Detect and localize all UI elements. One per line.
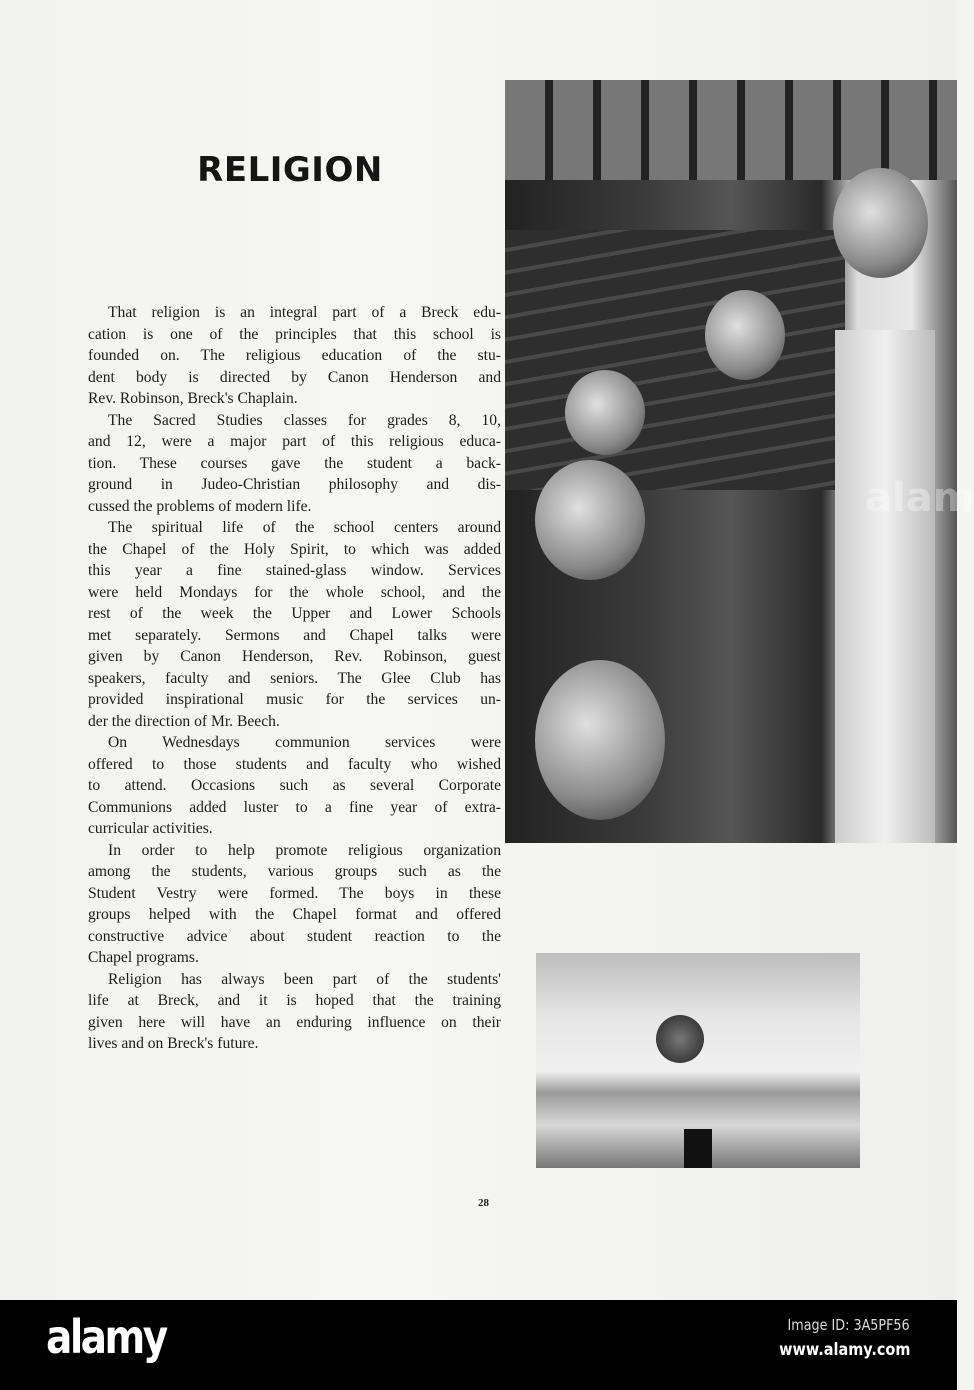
text-line: offered to those students and faculty who wished xyxy=(88,755,501,773)
text-line: lives and on Breck's future. xyxy=(88,1035,259,1052)
image-id: Image ID: 3A5PF56 xyxy=(787,1316,910,1334)
text-line: In order to help promote religious organization xyxy=(108,841,501,859)
text-line: ground in Judeo-Christian philosophy and dis- xyxy=(88,476,501,493)
text-line: life at Breck, and it is hoped that the training xyxy=(88,992,501,1009)
article-body xyxy=(88,302,501,1055)
text-line: given by Canon Henderson, Rev. Robinson, guest xyxy=(88,648,501,665)
text-line: were held Mondays for the whole school, and the xyxy=(88,583,501,601)
text-line: the Chapel of the Holy Spirit, to which was added xyxy=(88,540,501,558)
text-line: Chapel programs. xyxy=(88,949,199,966)
page-number: 28 xyxy=(478,1197,489,1209)
paragraph xyxy=(88,840,501,969)
paragraph xyxy=(88,302,501,410)
chapel-interior-photo xyxy=(536,953,860,1168)
paragraph xyxy=(88,517,501,732)
text-line: provided inspirational music for the services un- xyxy=(88,691,501,708)
text-line: and 12, were a major part of this religious educa- xyxy=(88,433,501,450)
text-line: given here will have an enduring influence on their xyxy=(88,1013,501,1031)
stained-glass-window xyxy=(656,1015,704,1063)
paragraph xyxy=(88,410,501,518)
text-line: groups helped with the Chapel format and offered xyxy=(88,906,501,923)
text-line: Religion has always been part of the students' xyxy=(108,970,501,988)
text-line: founded on. The religious education of the stu- xyxy=(88,347,501,364)
text-line: rest of the week the Upper and Lower Schools xyxy=(88,605,501,622)
text-line: cussed the problems of modern life. xyxy=(88,497,312,515)
text-line: this year a fine stained-glass window. Services xyxy=(88,562,501,579)
paragraph xyxy=(88,732,501,840)
page-title: RELIGION xyxy=(197,150,383,190)
text-line: curricular activities. xyxy=(88,820,213,837)
watermark: alam xyxy=(865,475,974,521)
text-line: tion. These courses gave the student a back- xyxy=(88,454,501,472)
text-line: Rev. Robinson, Breck's Chaplain. xyxy=(88,390,298,407)
text-line: Communions added luster to a fine year of extra- xyxy=(88,798,501,816)
text-line: speakers, faculty and seniors. The Glee Club has xyxy=(88,669,501,687)
text-line: cation is one of the principles that this school is xyxy=(88,325,501,343)
text-line: dent body is directed by Canon Henderson and xyxy=(88,368,501,386)
text-line: That religion is an integral part of a Breck edu- xyxy=(108,304,501,321)
paragraph xyxy=(88,969,501,1055)
text-line: On Wednesdays communion services were xyxy=(108,734,501,751)
alamy-logo: alamy xyxy=(46,1310,166,1364)
text-line: der the direction of Mr. Beech. xyxy=(88,712,280,730)
text-line: to attend. Occasions such as several Corporate xyxy=(88,777,501,794)
text-line: The spiritual life of the school centers around xyxy=(108,519,501,536)
communion-photo xyxy=(505,80,974,843)
text-line: Student Vestry were formed. The boys in these xyxy=(88,884,501,902)
text-line: The Sacred Studies classes for grades 8, 10, xyxy=(108,411,501,429)
text-line: met separately. Sermons and Chapel talks were xyxy=(88,626,501,644)
site-url: www.alamy.com xyxy=(778,1340,910,1360)
text-line: among the students, various groups such as the xyxy=(88,863,501,880)
text-line: constructive advice about student reaction to the xyxy=(88,927,501,945)
stock-banner xyxy=(0,1300,957,1390)
